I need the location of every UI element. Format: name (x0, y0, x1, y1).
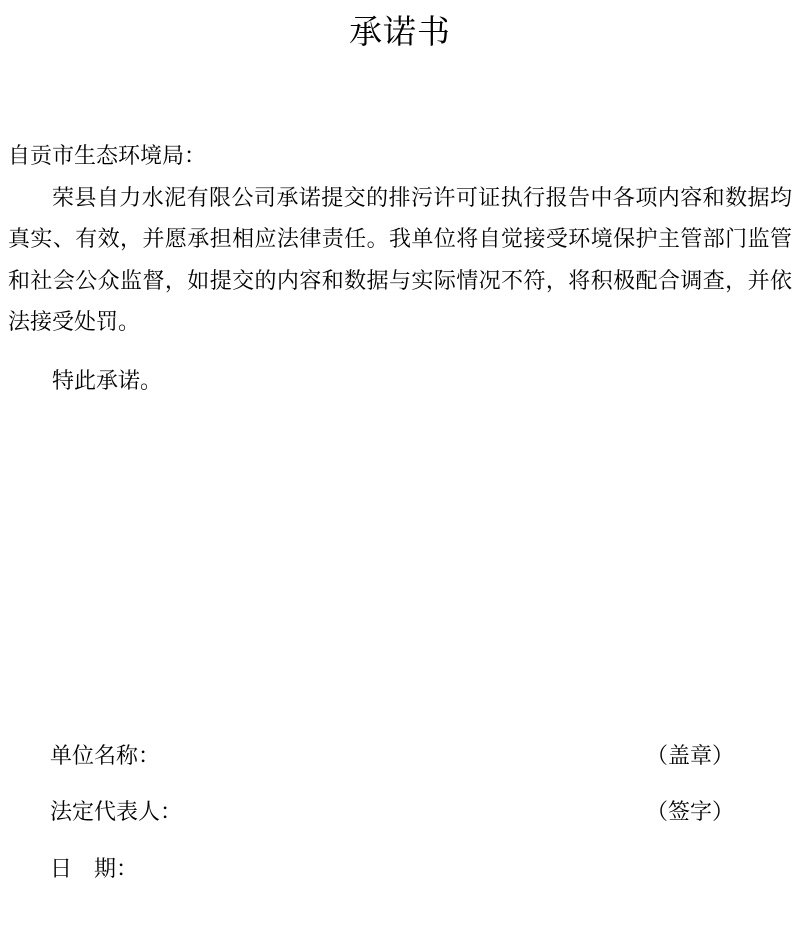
seal-note: （盖章） (645, 744, 734, 769)
signature-row-legal-representative (50, 801, 734, 825)
document-title: 承诺书 (349, 12, 451, 51)
signature-row-date (50, 858, 734, 882)
sign-note: （签字） (645, 800, 734, 825)
closing-statement: 特此承诺。 (52, 369, 163, 394)
date-label: 日 期： (50, 857, 139, 882)
legal-representative-label: 法定代表人： (50, 800, 183, 825)
body-paragraph: 荣县自力水泥有限公司承诺提交的排污许可证执行报告中各项内容和数据均真实、有效，并愿承担相应法律责任。我单位将自觉接受环境保护主管部门监管和社会公众监督，如提交的内容和数据与实际情况不符，将积极配合调查，并依法接受处罚。 (8, 185, 792, 335)
unit-name-label: 单位名称： (50, 744, 161, 769)
letter-body (8, 136, 792, 344)
signature-row-unit-name (50, 745, 734, 769)
salutation: 自贡市生态环境局： (8, 144, 207, 169)
